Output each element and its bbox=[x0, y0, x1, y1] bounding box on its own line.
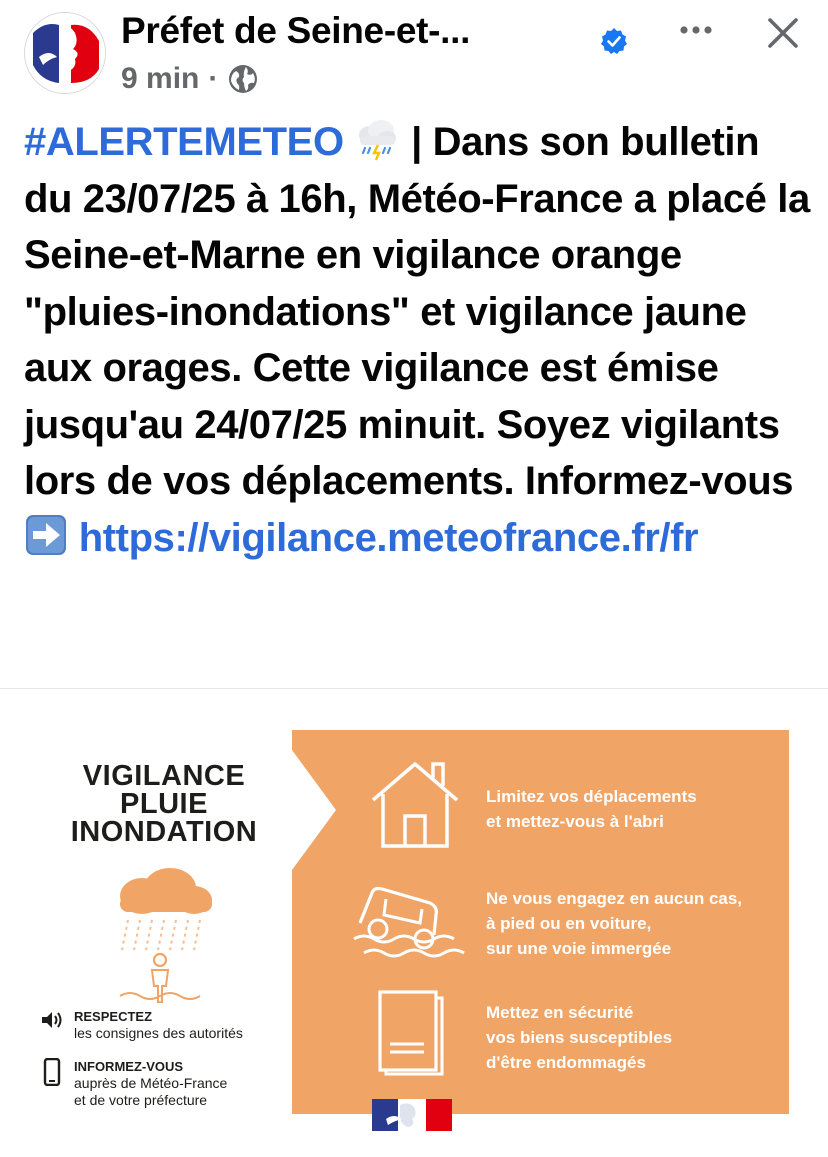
documents-icon bbox=[374, 988, 450, 1078]
rain-cloud-person-icon bbox=[110, 868, 220, 1018]
rule-line: Limitez vos déplacements bbox=[486, 787, 697, 806]
rule-line: sur une voie immergée bbox=[486, 939, 672, 958]
infographic-title bbox=[54, 762, 274, 846]
title-line: VIGILANCE bbox=[82, 760, 246, 792]
notice-title: INFORMEZ-VOUS bbox=[74, 1059, 184, 1074]
panel-arrow-shape bbox=[292, 750, 340, 870]
french-republic-logo-icon bbox=[372, 1099, 452, 1131]
external-link[interactable]: https://vigilance.meteofrance.fr/fr bbox=[78, 515, 699, 560]
rule-text bbox=[486, 1000, 776, 1075]
marianne-logo-icon bbox=[25, 13, 105, 93]
more-options-icon[interactable] bbox=[676, 15, 716, 45]
smartphone-icon bbox=[40, 1058, 64, 1086]
post-time[interactable]: 9 min bbox=[121, 62, 200, 95]
title-line: PLUIE bbox=[120, 788, 208, 820]
speaker-icon bbox=[40, 1008, 64, 1032]
page-name[interactable]: Préfet de Seine-et-... bbox=[121, 10, 471, 51]
cloud-rain-lightning-icon bbox=[354, 117, 400, 161]
globe-icon bbox=[227, 63, 259, 95]
rule-line: d'être endommagés bbox=[486, 1053, 646, 1072]
house-icon bbox=[367, 758, 463, 850]
notice-text: et de votre préfecture bbox=[74, 1092, 208, 1108]
close-icon[interactable] bbox=[765, 15, 801, 51]
rule-line: Mettez en sécurité bbox=[486, 1003, 634, 1022]
post-body bbox=[24, 114, 814, 566]
rule-line: à pied ou en voiture, bbox=[486, 914, 652, 933]
hashtag-link[interactable]: #ALERTEMETEO bbox=[24, 120, 344, 164]
avatar[interactable] bbox=[24, 12, 106, 94]
notice-text: auprès de Météo-France bbox=[74, 1075, 228, 1091]
post-meta bbox=[121, 62, 259, 96]
rule-line: vos biens susceptibles bbox=[486, 1028, 673, 1047]
notice-text: les consignes des autorités bbox=[74, 1025, 243, 1041]
post-text: | Dans son bulletin du 23/07/25 à 16h, Météo-France a placé la Seine-et-Marne en vigilance orange "pluies-inondations" et vigilance jaune aux orages. Cette vigilance est émise jusqu'au 24/07/25 minuit. Soyez vigilants lors de vos déplacements. Informez-vous bbox=[24, 120, 810, 503]
notice-title: RESPECTEZ bbox=[74, 1009, 153, 1024]
rule-text bbox=[486, 784, 776, 834]
rule-line: et mettez-vous à l'abri bbox=[486, 812, 664, 831]
post-header bbox=[0, 0, 828, 110]
infographic-image[interactable] bbox=[22, 708, 808, 1138]
title-line: INONDATION bbox=[70, 816, 258, 848]
verified-badge-icon bbox=[600, 27, 628, 55]
car-in-flood-icon bbox=[350, 883, 470, 963]
rule-line: Ne vous engagez en aucun cas, bbox=[486, 889, 743, 908]
right-arrow-emoji-icon bbox=[24, 513, 68, 557]
rule-text bbox=[486, 886, 776, 961]
divider bbox=[0, 688, 828, 689]
meta-separator: · bbox=[208, 62, 219, 95]
